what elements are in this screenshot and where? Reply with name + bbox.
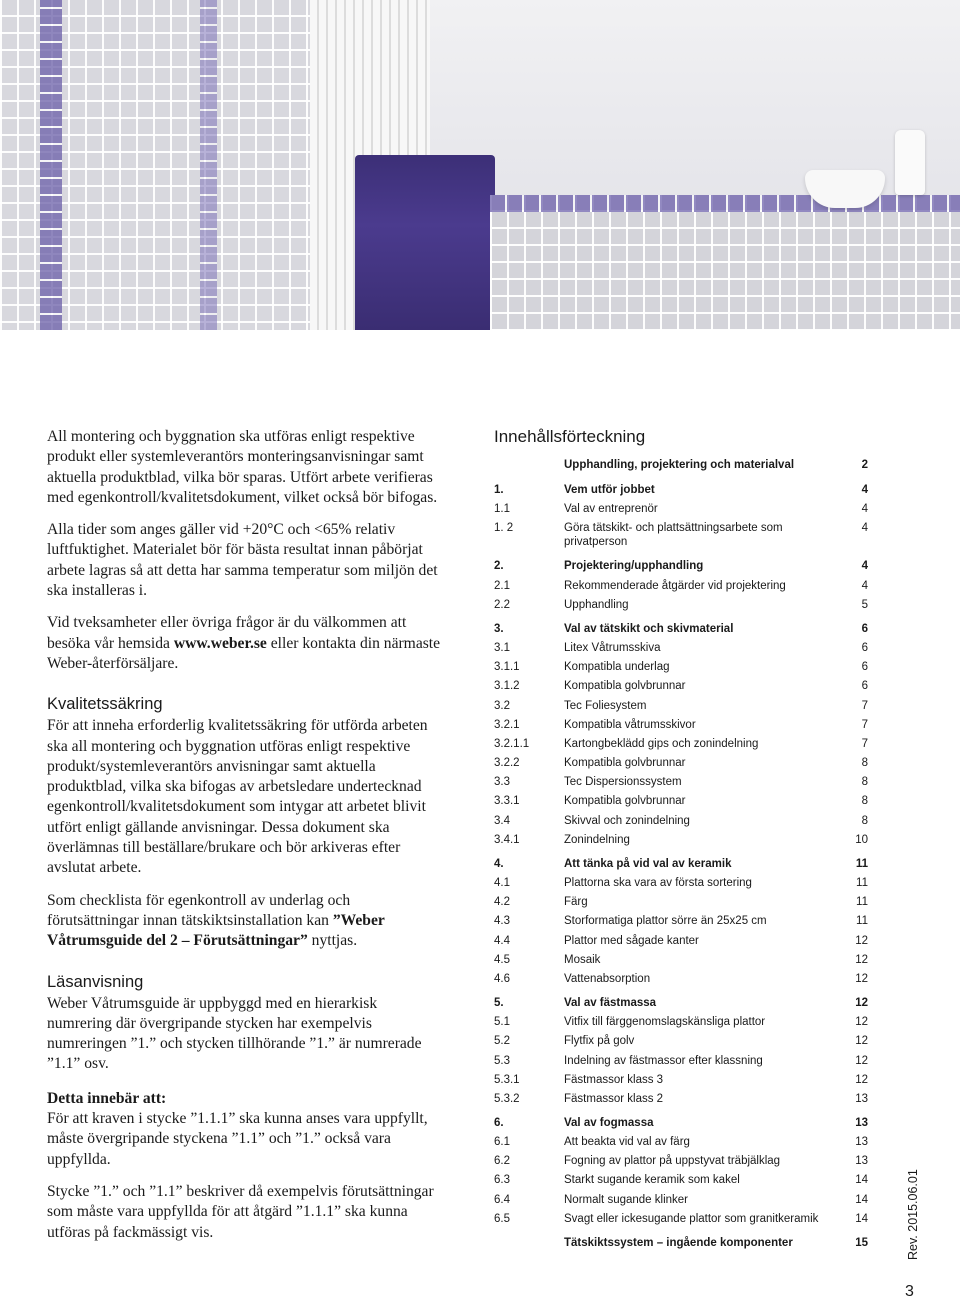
toc-entry-page: 6 — [861, 641, 868, 654]
toc-entry-page: 8 — [861, 814, 868, 827]
toc-entry-page: 8 — [861, 795, 868, 808]
toc-entry-page: 12 — [855, 953, 868, 966]
toc-entry[interactable] — [494, 775, 868, 789]
toc-entry-title: Kompatibla underlag — [564, 661, 670, 674]
toc-entry[interactable] — [494, 857, 868, 871]
toc-entry-number: 3.1 — [494, 641, 510, 654]
website-link[interactable]: www.weber.se — [173, 634, 267, 652]
toc-entry[interactable] — [494, 502, 868, 516]
toc-entry-page: 12 — [855, 996, 868, 1009]
heading-reading-guide: Läsanvisning — [47, 972, 144, 991]
toc-entry-title: Fästmassor klass 3 — [564, 1073, 664, 1086]
toc-entry-page: 8 — [861, 757, 868, 770]
page-number: 3 — [905, 1283, 914, 1300]
toc-entry-number: 4.1 — [494, 877, 510, 889]
toc-entry[interactable] — [494, 737, 868, 751]
toc-entry-page: 2 — [861, 459, 868, 471]
toc-entry-page: 10 — [855, 833, 868, 846]
toc-entry-title: Vitfix till färggenomslagskänsliga plattor — [564, 1016, 766, 1029]
revision-label: Rev. 2015.06.01 — [906, 1169, 920, 1260]
intro-column — [47, 427, 442, 1255]
toc-entry[interactable] — [494, 1193, 868, 1207]
toc-entry[interactable] — [494, 1135, 868, 1149]
toc-entry[interactable] — [494, 699, 868, 713]
toc-entry-number: 4.3 — [494, 915, 510, 928]
toc-entry-number: 3.2.1 — [494, 718, 520, 731]
toc-entry-title: Flytfix på golv — [564, 1035, 635, 1048]
toc-entry-number: 3.2 — [494, 699, 510, 712]
toc-entry-page: 4 — [861, 579, 868, 592]
toc-entry[interactable] — [494, 718, 868, 732]
toc-entry[interactable] — [494, 996, 868, 1010]
photo-purple-towel — [355, 155, 495, 330]
toc-entry[interactable] — [494, 953, 868, 967]
toc-entry[interactable] — [494, 483, 868, 497]
toc-entry[interactable] — [494, 1154, 868, 1168]
toc-entry-number: 5.3 — [494, 1054, 510, 1067]
toc-entry-number: 3.3 — [494, 776, 510, 789]
toc-entry-page: 4 — [861, 503, 868, 516]
toc-entry[interactable] — [494, 756, 868, 770]
toc-entry-number: 5.1 — [494, 1016, 510, 1029]
toc-entry-number: 5. — [494, 996, 504, 1009]
toc-entry-number: 6.3 — [494, 1174, 510, 1187]
toc-entry[interactable] — [494, 1015, 868, 1029]
toc-entry-page: 12 — [855, 1054, 868, 1067]
toc-entry-title: Kompatibla golvbrunnar — [564, 680, 686, 693]
toc-entry-number: 6.5 — [494, 1212, 510, 1225]
toc-entry-page: 15 — [855, 1236, 868, 1249]
hero-bathroom-photo — [0, 0, 960, 330]
toc-entry[interactable] — [494, 914, 868, 928]
toc-entry-number: 3.1.1 — [494, 661, 520, 674]
toc-entry-page: 14 — [855, 1174, 868, 1187]
toc-entry[interactable] — [494, 1173, 868, 1187]
toc-entry-title: Upphandling, projektering och materialval — [564, 459, 795, 471]
table-of-contents — [494, 426, 868, 1255]
toc-entry-page: 14 — [855, 1212, 868, 1225]
toc-entry-number: 2. — [494, 560, 504, 573]
toc-entry-number: 4.4 — [494, 934, 510, 947]
toc-entry-page: 13 — [855, 1092, 868, 1105]
toc-entry-page: 12 — [855, 1016, 868, 1029]
toc-entry[interactable] — [494, 641, 868, 655]
toc-entry[interactable] — [494, 458, 868, 472]
toc-entry-title: Tec Foliesystem — [564, 699, 647, 712]
guide-reference: ”Weber Våtrumsguide del 2 – Förutsättningar” — [47, 911, 385, 950]
toc-entry-title: Fogning av plattor på uppstyvat träbjälklag — [564, 1155, 781, 1168]
toc-entry[interactable] — [494, 622, 868, 636]
toc-entry-title: Plattorna ska vara av första sortering — [564, 877, 752, 889]
toc-entry[interactable] — [494, 876, 868, 890]
toc-entry-page: 7 — [861, 699, 868, 712]
toc-entry-page: 6 — [861, 661, 868, 674]
reading-paragraph: Weber Våtrumsguide är uppbyggd med en hierarkisk numrering där övergripande stycken har exempelvis numreringen ”1.” och stycken tillhörande ”1.” är numrerade ”1.1” osv. — [47, 994, 422, 1073]
intro-paragraph-3 — [47, 613, 442, 674]
toc-entry-page: 13 — [855, 1116, 868, 1129]
toc-entry[interactable] — [494, 1054, 868, 1068]
text: Vid tveksamheter eller övriga frågor är du välkommen att besöka vår hemsida — [47, 614, 407, 652]
toc-heading: Innehållsförteckning — [494, 427, 646, 446]
toc-entry[interactable] — [494, 1073, 868, 1087]
toc-entry[interactable] — [494, 1034, 868, 1048]
toc-entry-page: 4 — [861, 522, 868, 535]
means-paragraph: För att kraven i stycke ”1.1.1” ska kunna anses vara uppfyllt, måste övergripande styckena ”1.1” och ”1.” också vara uppfyllda. — [47, 1110, 428, 1168]
toc-entry[interactable] — [494, 598, 868, 612]
toc-entry-number: 5.3.2 — [494, 1092, 520, 1105]
toc-entry-number: 6.1 — [494, 1136, 510, 1149]
toc-entry-title: Färg — [564, 896, 588, 909]
toc-entry-page: 6 — [861, 680, 868, 693]
toc-entry-title: Val av tätskikt och skivmaterial — [564, 622, 734, 635]
toc-entry-page: 12 — [855, 1073, 868, 1086]
toc-entry-title: Kompatibla golvbrunnar — [564, 795, 686, 808]
toc-entry[interactable] — [494, 1092, 868, 1106]
toc-entry-number: 2.1 — [494, 579, 510, 592]
toc-entry-number: 4.2 — [494, 896, 510, 909]
toc-entry[interactable] — [494, 1236, 868, 1250]
quality-paragraph: För att inneha erforderlig kvalitetssäkring för utförda arbeten ska all montering och byggnation utföras enligt respektive produkt/systemleverantörs anvisningar samt aktuella produktblad, vilka ska bifogas av arbetsledare undertecknad egenkontroll/kvalitetsdokument som intygar att arbetet blivit utfört enligt gällande anvisningar. Dessa dokument ska överlämnas till beställare/brukare och bör arkiveras efter avslutat arbete. — [47, 717, 428, 877]
toc-entry-number: 3.2.2 — [494, 757, 520, 770]
toc-entry-number: 5.2 — [494, 1035, 510, 1048]
toc-entry-page: 11 — [855, 857, 868, 870]
toc-entry-number: 4.6 — [494, 972, 510, 985]
toc-entry-number: 3.2.1.1 — [494, 737, 530, 750]
toc-entry-number: 4.5 — [494, 953, 510, 966]
intro-paragraph-2: Alla tider som anges gäller vid +20°C och <65% relativ luftfuktighet. Materialet bör för bästa resultat innan påbörjat arbete lagras så att detta har samma temperatur som miljön det ska installeras i. — [47, 521, 438, 600]
toc-entry-page: 12 — [855, 1035, 868, 1048]
toc-entry[interactable] — [494, 660, 868, 674]
toc-entry[interactable] — [494, 1212, 868, 1226]
text: eller kontakta din närmaste Weber-återförsäljare. — [47, 634, 441, 672]
toc-entry-page: 13 — [855, 1155, 868, 1168]
toc-entry-page: 4 — [861, 484, 868, 496]
toc-entry-title: Göra tätskikt- och plattsättningsarbete som privatperson — [564, 522, 783, 549]
toc-entry[interactable] — [494, 814, 868, 828]
toc-entry-title: Kompatibla golvbrunnar — [564, 757, 686, 770]
toc-entry-number: 6.4 — [494, 1193, 510, 1206]
toc-entry-page: 11 — [856, 896, 868, 909]
toc-entry[interactable] — [494, 895, 868, 909]
toc-entry-title: Att beakta vid val av färg — [564, 1136, 690, 1149]
toc-entry-page: 11 — [856, 915, 868, 928]
toc-entry-number: 3.1.2 — [494, 680, 520, 693]
checklist-paragraph — [47, 891, 442, 952]
toc-entry-number: 1. 2 — [494, 522, 514, 535]
toc-entry[interactable] — [494, 794, 868, 808]
toc-entry[interactable] — [494, 1116, 868, 1130]
photo-soap-bottle — [895, 130, 925, 195]
toc-entry-title: Fästmassor klass 2 — [564, 1092, 664, 1105]
toc-entry-page: 8 — [861, 776, 868, 789]
toc-entry-title: Vattenabsorption — [564, 972, 651, 985]
toc-entry[interactable] — [494, 521, 868, 549]
toc-entry-title: Val av entreprenör — [564, 503, 658, 516]
toc-entry-title: Storformatiga plattor sörre än 25x25 cm — [564, 915, 767, 928]
toc-entry-title: Starkt sugande keramik som kakel — [564, 1174, 740, 1187]
toc-entry-number: 3. — [494, 622, 504, 635]
toc-entry-title: Vem utför jobbet — [564, 484, 655, 496]
photo-tiled-counter — [490, 195, 960, 330]
text: nyttjas. — [307, 932, 358, 950]
toc-entry-page: 12 — [855, 934, 868, 947]
toc-entry-page: 12 — [855, 972, 868, 985]
toc-entry-title: Svagt eller ickesugande plattor som granitkeramik — [564, 1212, 819, 1225]
toc-entry-title: Litex Våtrumsskiva — [564, 641, 661, 654]
toc-entry-title: Skivval och zonindelning — [564, 814, 690, 827]
toc-list — [494, 458, 868, 1250]
toc-entry-number: 3.4.1 — [494, 833, 520, 846]
toc-entry-title: Att tänka på vid val av keramik — [564, 857, 732, 870]
toc-entry-title: Normalt sugande klinker — [564, 1193, 689, 1206]
toc-entry-number: 2.2 — [494, 598, 510, 611]
toc-entry-title: Projektering/upphandling — [564, 560, 704, 573]
toc-entry-title: Rekommenderade åtgärder vid projektering — [564, 579, 786, 592]
heading-quality: Kvalitetssäkring — [47, 695, 163, 714]
toc-entry-title: Kartongbeklädd gips och zonindelning — [564, 737, 759, 750]
text: Som checklista för egenkontroll av underlag och förutsättningar innan tätskiktsinstallation kan — [47, 891, 351, 929]
toc-entry-page: 5 — [861, 598, 868, 611]
toc-entry-number: 3.3.1 — [494, 795, 520, 808]
toc-entry[interactable] — [494, 559, 868, 573]
photo-mosaic-wall — [0, 0, 330, 330]
toc-entry-title: Upphandling — [564, 598, 629, 611]
toc-entry-title: Zonindelning — [564, 833, 630, 846]
toc-entry[interactable] — [494, 579, 868, 593]
toc-entry-number: 5.3.1 — [494, 1073, 520, 1086]
toc-entry-page: 7 — [861, 737, 868, 750]
toc-entry-page: 4 — [861, 560, 868, 573]
toc-entry-page: 6 — [861, 622, 868, 635]
toc-entry-number: 6. — [494, 1116, 504, 1129]
toc-entry-number: 4. — [494, 857, 504, 870]
toc-entry-title: Val av fogmassa — [564, 1116, 654, 1129]
toc-entry-page: 13 — [855, 1136, 868, 1149]
toc-entry-number: 1.1 — [494, 503, 510, 516]
toc-entry[interactable] — [494, 934, 868, 948]
subheading-means: Detta innebär att: — [47, 1089, 167, 1107]
toc-entry[interactable] — [494, 972, 868, 986]
toc-entry-number: 1. — [494, 484, 504, 496]
toc-entry-title: Mosaik — [564, 953, 601, 966]
toc-entry-title: Tec Dispersionssystem — [564, 776, 682, 789]
example-paragraph: Stycke ”1.” och ”1.1” beskriver då exempelvis förutsättningar som måste vara uppfyllda för att åtgärd ”1.1.1” ska kunna utföras på fackmässigt vis. — [47, 1182, 434, 1241]
toc-entry-title: Indelning av fästmassor efter klassning — [564, 1054, 763, 1067]
toc-entry-number: 3.4 — [494, 814, 510, 827]
toc-entry-title: Plattor med sågade kanter — [564, 934, 699, 947]
toc-entry-number: 6.2 — [494, 1155, 510, 1168]
toc-entry[interactable] — [494, 679, 868, 693]
toc-entry[interactable] — [494, 833, 868, 847]
toc-entry-page: 11 — [856, 877, 868, 889]
intro-paragraph-1: All montering och byggnation ska utföras enligt respektive produkt eller systemleverantörs monteringsanvisningar samt aktuella produktblad, vilka bör sparas. Utfört arbete verifieras med egenkontroll/kvalitetsdokument, vilket också bör bifogas. — [47, 428, 438, 506]
toc-entry-page: 14 — [855, 1193, 868, 1206]
toc-entry-title: Kompatibla våtrumsskivor — [564, 718, 696, 731]
toc-entry-title: Tätskiktssystem – ingående komponenter — [564, 1236, 793, 1249]
toc-entry-title: Val av fästmassa — [564, 996, 657, 1009]
toc-entry-page: 7 — [861, 718, 868, 731]
